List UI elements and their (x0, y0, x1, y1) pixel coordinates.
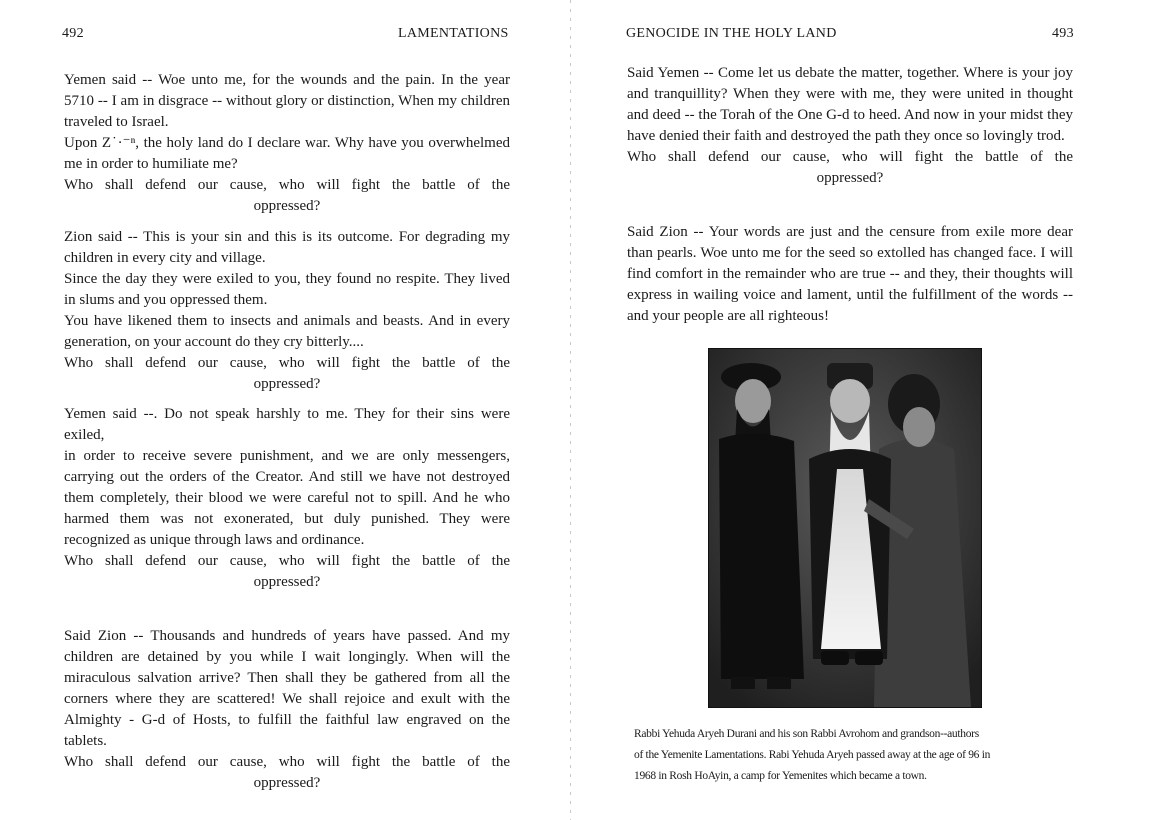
right-running-head: GENOCIDE IN THE HOLY LAND (626, 26, 837, 41)
photograph-illustration (709, 349, 981, 707)
refrain-line-2: oppressed? (253, 198, 321, 214)
refrain-line-1: Who shall defend our cause, who will fight the battle of the (64, 177, 510, 193)
stanza-line: Zion said -- This is your sin and this is its outcome. For degrading my children in every city and village. (64, 229, 510, 266)
stanza-zion-3 (627, 222, 1073, 327)
stanza-line: Said Zion -- Thousands and hundreds of years have passed. And my children are detained by you while I wait longingly. When will the miraculous salvation arrive? Then shall they be gathered from all the corners where they are scattered! We shall rejoice and exult with the Almighty - G-d of Hosts, to fulfill the faithful law engraved on the tablets. (64, 628, 510, 749)
refrain-line-2: oppressed? (253, 775, 321, 791)
stanza-line: Upon Z˙·⁻ⁿ, the holy land do I declare war. Why have you overwhelmed me in order to humiliate me? (64, 135, 510, 172)
caption-line-1: Rabbi Yehuda Aryeh Durani and his son Rabbi Avrohom and grandson--authors (634, 728, 979, 740)
stanza-line: in order to receive severe punishment, and we are only messengers, carrying out the orders of the Creator. And still we have not destroyed them completely, their blood we were careful not to spill. And he who harmed them was not exonerated, but duly punished. They were recognized as unique through laws and ordinance. (64, 448, 510, 548)
stanza-yemen-2 (64, 404, 510, 593)
photograph-three-rabbis (708, 348, 982, 708)
stanza-line: Yemen said --. Do not speak harshly to me. They for their sins were exiled, (64, 406, 510, 443)
stanza-line: Yemen said -- Woe unto me, for the wounds and the pain. In the year 5710 -- I am in disgrace -- without glory or distinction, When my children traveled to Israel. (64, 72, 510, 130)
refrain-line-1: Who shall defend our cause, who will fight the battle of the (64, 553, 510, 569)
refrain-line-1: Who shall defend our cause, who will fight the battle of the (627, 149, 1073, 165)
stanza-yemen-1 (64, 70, 510, 217)
left-running-head: LAMENTATIONS (398, 26, 509, 41)
stanza-line: You have likened them to insects and animals and beasts. And in every generation, on your account do they cry bitterly.... (64, 313, 510, 350)
left-page-number: 492 (62, 26, 84, 41)
book-gutter (570, 0, 571, 820)
caption-line-3: 1968 in Rosh HoAyin, a camp for Yemenites which became a town. (634, 770, 927, 782)
stanza-zion-2 (64, 626, 510, 794)
refrain-line-1: Who shall defend our cause, who will fight the battle of the (64, 355, 510, 371)
stanza-line: Said Zion -- Your words are just and the censure from exile more dear than pearls. Woe unto me for the seed so extolled has changed face. I will find comfort in the remainder who are true -- and they, their thoughts will express in wailing voice and lament, until the fulfillment of the words -- and your people are all righteous! (627, 224, 1073, 324)
stanza-yemen-3 (627, 63, 1073, 189)
stanza-line: Since the day they were exiled to you, they found no respite. They lived in slums and you oppressed them. (64, 271, 510, 308)
right-page-number: 493 (1052, 26, 1074, 41)
stanza-line: Said Yemen -- Come let us debate the matter, together. Where is your joy and tranquillity? When they were with me, they were united in thought and deed -- the Torah of the One G-d to heed. And now in your midst they have denied their faith and destroyed the path they once so lovingly trod. (627, 65, 1073, 144)
refrain-line-2: oppressed? (253, 574, 321, 590)
refrain-line-1: Who shall defend our cause, who will fight the battle of the (64, 754, 510, 770)
caption-line-2: of the Yemenite Lamentations. Rabi Yehuda Aryeh passed away at the age of 96 in (634, 749, 991, 761)
refrain-line-2: oppressed? (253, 376, 321, 392)
refrain-line-2: oppressed? (816, 170, 884, 186)
stanza-zion-1 (64, 227, 510, 395)
photo-caption (634, 724, 1084, 787)
